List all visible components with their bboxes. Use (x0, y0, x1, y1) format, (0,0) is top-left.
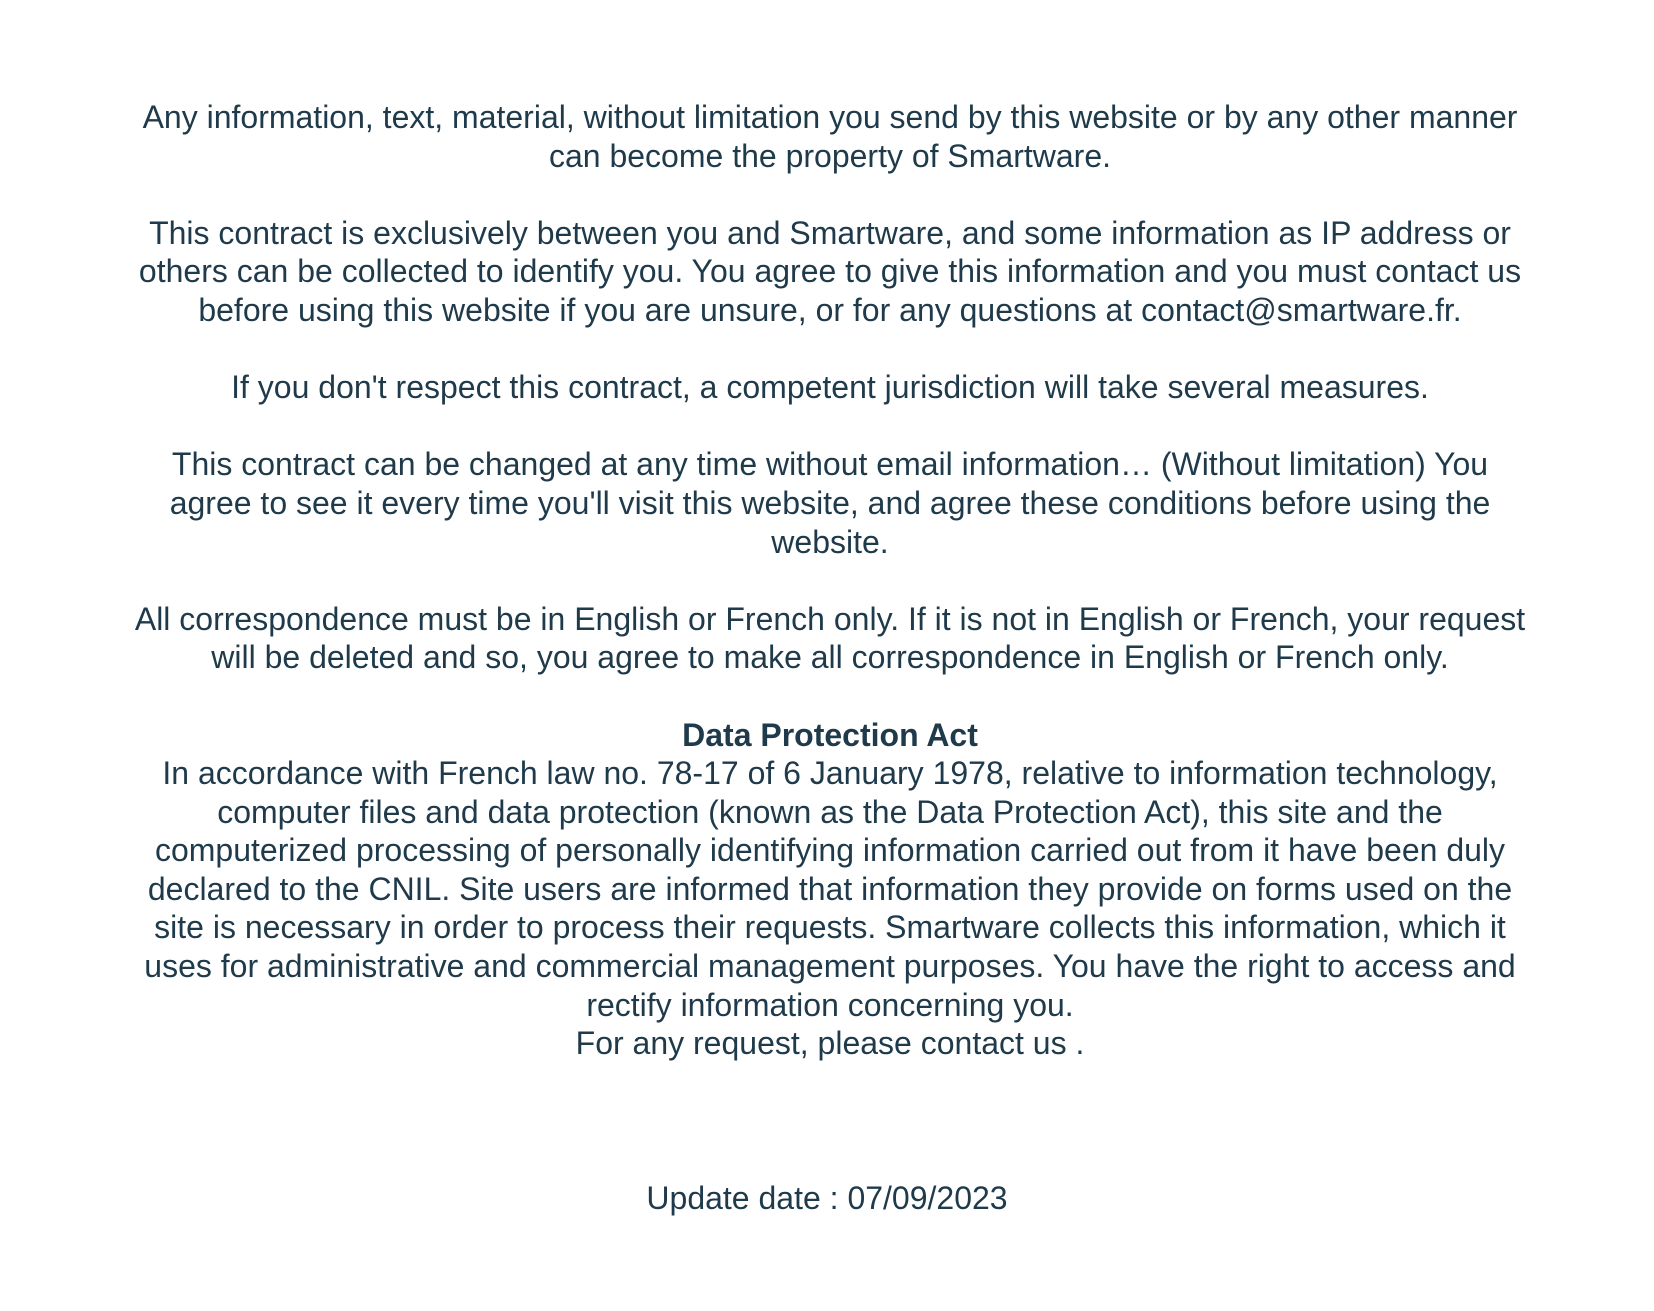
data-protection-body: In accordance with French law no. 78-17 of 6 January 1978, relative to information technology, computer files and data protection (known as the Data Protection Act), this site and the computerized processing of personally identifying information carried out from it have been duly declared to the CNIL. Site users are informed that information they provide on forms used on the site is necessary in order to process their requests. Smartware collects this information, which it uses for administrative and commercial management purposes. You have the right to access and rectify information concerning you. (144, 755, 1516, 1023)
paragraph-jurisdiction: If you don't respect this contract, a competent jurisdiction will take several measures. (231, 369, 1429, 406)
legal-terms-content (90, 98, 1570, 1063)
paragraph-correspondence-language: All correspondence must be in English or French only. If it is not in English or French, your request will be deleted and so, you agree to make all correspondence in English or French only. (134, 600, 1526, 676)
data-protection-section (90, 716, 1570, 1063)
paragraph-contract-changes: This contract can be changed at any time without email information… (Without limitation) You agree to see it every time you'll visit this website, and agree these conditions before using the website. (169, 446, 1491, 560)
data-protection-heading: Data Protection Act (682, 716, 978, 753)
contact-line: For any request, please contact us . (575, 1025, 1085, 1062)
paragraph-contract-parties: This contract is exclusively between you and Smartware, and some information as IP address or others can be collected to identify you. You agree to give this information and you must contact us before using this website if you are unsure, or for any questions at contact@smartware.fr. (138, 214, 1522, 328)
update-date: Update date : 07/09/2023 (646, 1180, 1008, 1216)
paragraph-property: Any information, text, material, without limitation you send by this website or by any other manner can become the property of Smartware. (142, 99, 1518, 174)
